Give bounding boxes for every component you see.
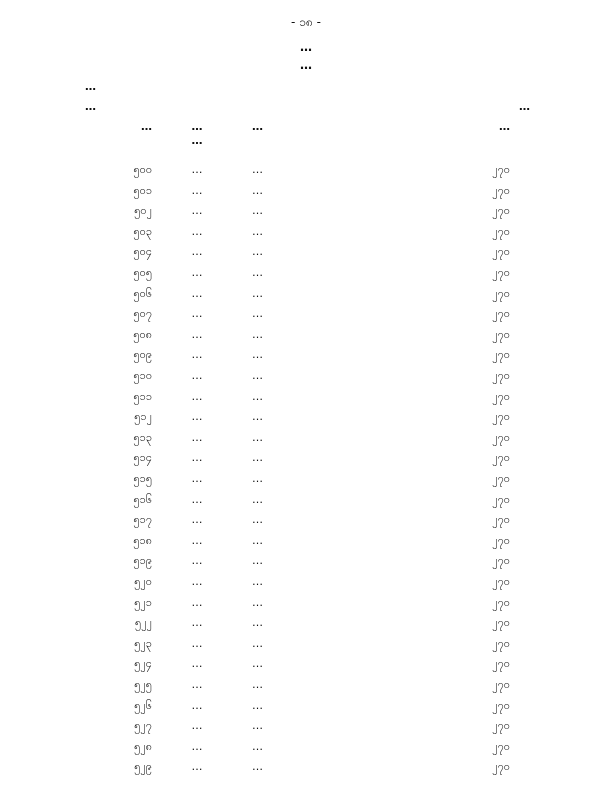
row-number: ၅၂၆ xyxy=(134,698,152,712)
roll-number: … xyxy=(191,348,203,362)
student-name: … xyxy=(252,410,263,424)
row-number: ၅၂၃ xyxy=(134,636,152,650)
student-name: … xyxy=(252,163,263,176)
roll-number: … xyxy=(191,163,203,176)
student-name: … xyxy=(252,451,263,465)
total-marks: ၂၇၀ xyxy=(492,348,510,362)
row-number: ၅၁၁ xyxy=(133,389,152,403)
roll-number: … xyxy=(191,224,203,238)
table-row xyxy=(0,204,612,224)
column-header-roll: … xyxy=(191,120,203,133)
roll-number: … xyxy=(191,183,203,197)
table-row xyxy=(0,534,612,554)
table-row xyxy=(0,225,612,245)
student-name: … xyxy=(252,678,263,691)
total-marks: ၂၇၀ xyxy=(492,595,510,609)
row-number: ၅၀၅ xyxy=(133,266,152,279)
table-row xyxy=(0,719,612,739)
column-header-roll-sub: … xyxy=(191,134,203,147)
row-number: ၅၂၈ xyxy=(134,739,152,753)
row-number: ၅၂၇ xyxy=(134,719,152,733)
student-name: … xyxy=(252,513,263,527)
total-marks: ၂၇၀ xyxy=(492,430,510,444)
total-marks: ၂၇၀ xyxy=(492,678,510,691)
student-name: … xyxy=(252,224,263,238)
row-number: ၅၀၂ xyxy=(134,204,152,218)
row-number: ၅၁၄ xyxy=(133,451,152,465)
table-row xyxy=(0,699,612,719)
total-marks: ၂၇၀ xyxy=(492,616,510,630)
total-marks: ၂၇၀ xyxy=(492,224,510,238)
student-name: … xyxy=(252,430,263,444)
row-number: ၅၂၀ xyxy=(134,575,152,588)
row-number: ၅၀၄ xyxy=(133,245,152,259)
total-marks: ၂၇၀ xyxy=(492,410,510,424)
document-subtitle: … xyxy=(300,58,312,72)
roll-number: … xyxy=(191,410,203,424)
table-row xyxy=(0,554,612,574)
row-number: ၅၀၈ xyxy=(133,327,152,341)
roll-number: … xyxy=(191,327,203,341)
page-number: - ၁၈ - xyxy=(291,15,321,29)
roll-number: … xyxy=(191,492,203,506)
student-name: … xyxy=(252,739,263,753)
student-name: … xyxy=(252,327,263,341)
table-row xyxy=(0,266,612,286)
table-row xyxy=(0,740,612,760)
student-name: … xyxy=(252,286,263,300)
row-number: ၅၁၅ xyxy=(133,472,152,485)
roll-number: … xyxy=(191,430,203,444)
roll-number: … xyxy=(191,678,203,691)
school-line: … xyxy=(85,80,96,93)
table-row xyxy=(0,390,612,410)
table-row xyxy=(0,637,612,657)
student-name: … xyxy=(252,348,263,362)
total-marks: ၂၇၀ xyxy=(492,554,510,568)
table-row xyxy=(0,472,612,492)
student-name: … xyxy=(252,307,263,321)
total-marks: ၂၇၀ xyxy=(492,698,510,712)
roll-number: … xyxy=(191,698,203,712)
row-number: ၅၂၄ xyxy=(134,657,152,671)
column-header-name: … xyxy=(252,120,263,133)
student-name: … xyxy=(252,657,263,671)
column-header-marks: … xyxy=(499,120,510,133)
row-number: ၅၀၀ xyxy=(133,163,152,176)
row-number: ၅၁၉ xyxy=(133,554,152,568)
total-marks: ၂၇၀ xyxy=(492,163,510,176)
student-name: … xyxy=(252,760,263,774)
row-number: ၅၀၁ xyxy=(133,183,152,197)
roll-number: … xyxy=(191,595,203,609)
roll-number: … xyxy=(191,719,203,733)
row-number: ၅၂၅ xyxy=(134,678,152,691)
roll-number: … xyxy=(191,760,203,774)
roll-number: … xyxy=(191,286,203,300)
roll-number: … xyxy=(191,513,203,527)
student-name: … xyxy=(252,533,263,547)
total-marks: ၂၇၀ xyxy=(492,657,510,671)
student-name: … xyxy=(252,575,263,588)
row-number: ၅၂၉ xyxy=(134,760,152,774)
roll-number: … xyxy=(191,204,203,218)
table-row xyxy=(0,616,612,636)
table-row xyxy=(0,287,612,307)
roll-number: … xyxy=(191,472,203,485)
roll-number: … xyxy=(191,369,203,382)
roll-number: … xyxy=(191,636,203,650)
row-number: ၅၁၈ xyxy=(133,533,152,547)
roll-number: … xyxy=(191,554,203,568)
table-row xyxy=(0,657,612,677)
roll-number: … xyxy=(191,451,203,465)
student-name: … xyxy=(252,554,263,568)
table-row xyxy=(0,410,612,430)
table-row xyxy=(0,245,612,265)
total-marks: ၂၇၀ xyxy=(492,636,510,650)
exam-line: … xyxy=(85,100,96,113)
table-row xyxy=(0,348,612,368)
total-marks: ၂၇၀ xyxy=(492,533,510,547)
table-row xyxy=(0,513,612,533)
total-marks: ၂၇၀ xyxy=(492,266,510,279)
roll-number: … xyxy=(191,739,203,753)
table-row xyxy=(0,328,612,348)
total-marks: ၂၇၀ xyxy=(492,760,510,774)
roll-number: … xyxy=(191,616,203,630)
table-row xyxy=(0,575,612,595)
roll-number: … xyxy=(191,245,203,259)
row-number: ၅၀၉ xyxy=(133,348,152,362)
student-name: … xyxy=(252,472,263,485)
row-number: ၅၀၇ xyxy=(133,307,152,321)
row-number: ၅၁၀ xyxy=(133,369,152,382)
roll-number: … xyxy=(191,575,203,588)
table-row xyxy=(0,760,612,780)
table-row xyxy=(0,451,612,471)
student-name: … xyxy=(252,183,263,197)
student-name: … xyxy=(252,369,263,382)
roll-number: … xyxy=(191,533,203,547)
total-marks: ၂၇၀ xyxy=(492,327,510,341)
total-marks: ၂၇၀ xyxy=(492,492,510,506)
row-number: ၅၀၃ xyxy=(133,224,152,238)
student-name: … xyxy=(252,616,263,630)
document-title: … xyxy=(300,40,312,54)
table-row xyxy=(0,678,612,698)
student-name: … xyxy=(252,245,263,259)
student-name: … xyxy=(252,698,263,712)
table-row xyxy=(0,596,612,616)
total-marks-label: … xyxy=(519,100,530,113)
total-marks: ၂၇၀ xyxy=(492,286,510,300)
table-row xyxy=(0,163,612,183)
student-name: … xyxy=(252,595,263,609)
student-name: … xyxy=(252,266,263,279)
total-marks: ၂၇၀ xyxy=(492,451,510,465)
total-marks: ၂၇၀ xyxy=(492,719,510,733)
row-number: ၅၁၇ xyxy=(133,513,152,527)
total-marks: ၂၇၀ xyxy=(492,204,510,218)
total-marks: ၂၇၀ xyxy=(492,575,510,588)
table-row xyxy=(0,431,612,451)
row-number: ၅၀၆ xyxy=(133,286,152,300)
row-number: ၅၁၂ xyxy=(134,410,152,424)
student-name: … xyxy=(252,389,263,403)
total-marks: ၂၇၀ xyxy=(492,307,510,321)
total-marks: ၂၇၀ xyxy=(492,739,510,753)
total-marks: ၂၇၀ xyxy=(492,513,510,527)
column-header-no: … xyxy=(141,120,152,133)
total-marks: ၂၇၀ xyxy=(492,245,510,259)
table-row xyxy=(0,184,612,204)
roll-number: … xyxy=(191,266,203,279)
roll-number: … xyxy=(191,657,203,671)
table-row xyxy=(0,307,612,327)
student-name: … xyxy=(252,492,263,506)
student-name: … xyxy=(252,719,263,733)
total-marks: ၂၇၀ xyxy=(492,472,510,485)
total-marks: ၂၇၀ xyxy=(492,183,510,197)
total-marks: ၂၇၀ xyxy=(492,369,510,382)
row-number: ၅၁၆ xyxy=(133,492,152,506)
table-row xyxy=(0,493,612,513)
row-number: ၅၂၂ xyxy=(135,616,152,630)
student-name: … xyxy=(252,636,263,650)
total-marks: ၂၇၀ xyxy=(492,389,510,403)
table-row xyxy=(0,369,612,389)
roll-number: … xyxy=(191,307,203,321)
roll-number: … xyxy=(191,389,203,403)
row-number: ၅၂၁ xyxy=(134,595,152,609)
student-name: … xyxy=(252,204,263,218)
row-number: ၅၁၃ xyxy=(133,430,152,444)
